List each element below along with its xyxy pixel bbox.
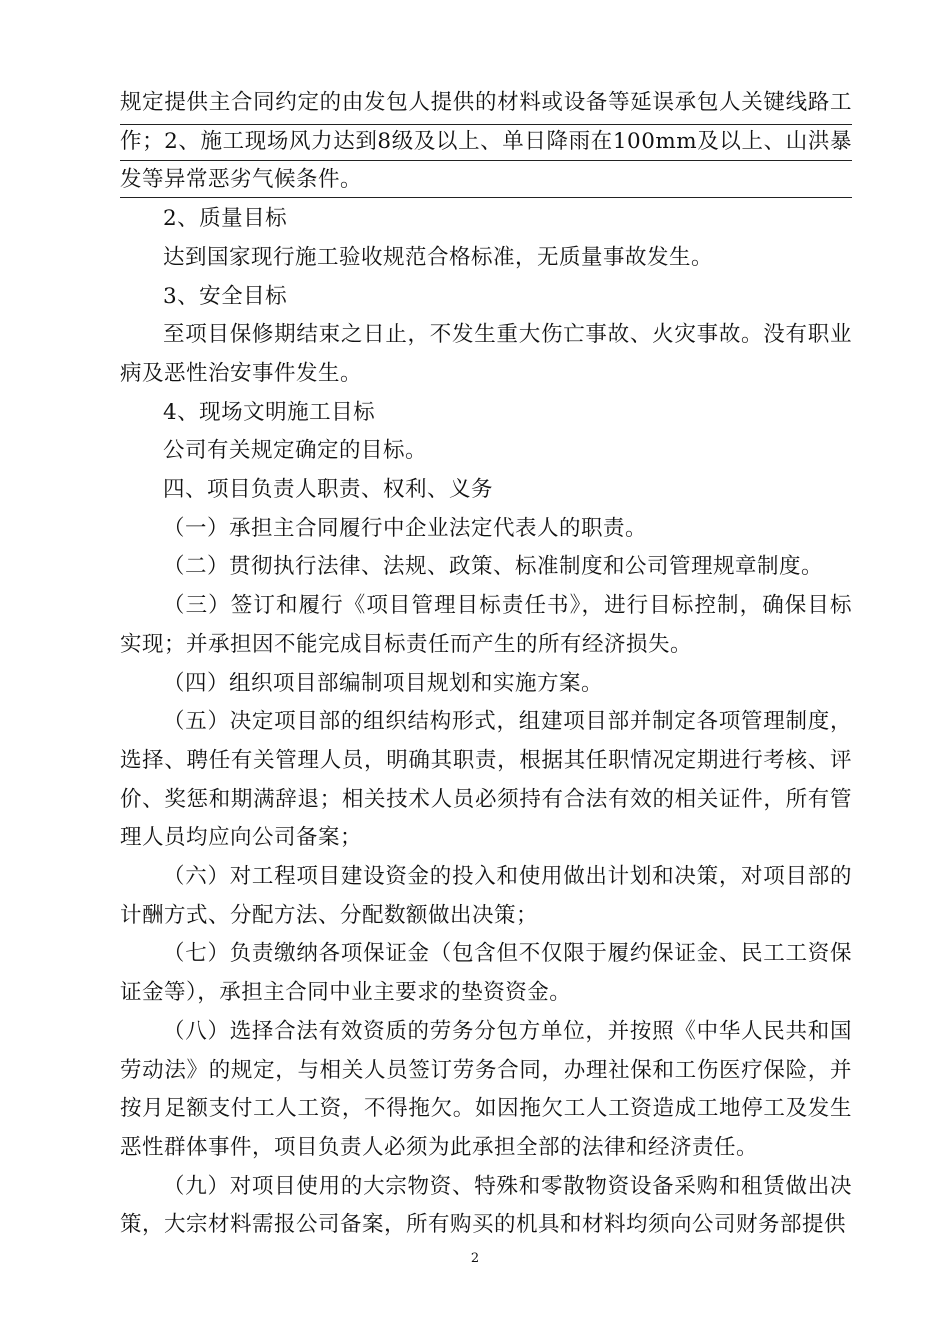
paragraph-continuation: 规定提供主合同约定的由发包人提供的材料或设备等延误承包人关键线路工作；2、施工现场风力达到8级及以上、单日降雨在100mm及以上、山洪暴发等异常恶劣气候条件。 xyxy=(120,90,852,193)
section-heading-responsibilities: 四、项目负责人职责、权利、义务 xyxy=(163,477,494,503)
list-item: （九）对项目使用的大宗物资、特殊和零散物资设备采购和租赁做出决策，大宗材料需报公司备案，所有购买的机具和材料均须向公司财务部提供 xyxy=(120,1173,852,1238)
list-item: （二）贯彻执行法律、法规、政策、标准制度和公司管理规章制度。 xyxy=(163,554,824,580)
list-item: （六）对工程项目建设资金的投入和使用做出计划和决策，对项目部的计酬方式、分配方法、分配数额做出决策； xyxy=(120,864,852,928)
paragraph: 达到国家现行施工验收规范合格标准，无质量事故发生。 xyxy=(163,244,714,270)
list-item: （五）决定项目部的组织结构形式，组建项目部并制定各项管理制度，选择、聘任有关管理人员，明确其职责，根据其任职情况定期进行考核、评价、奖惩和期满辞退；相关技术人员必须持有合法有效的相关证件，所有管理人员均应向公司备案； xyxy=(120,709,852,851)
list-item: （八）选择合法有效资质的劳务分包方单位，并按照《中华人民共和国劳动法》的规定，与相关人员签订劳务合同，办理社保和工伤医疗保险，并按月足额支付工人工资，不得拖欠。如因拖欠工人工资造成工地停工及发生恶性群体事件，项目负责人必须为此承担全部的法律和经济责任。 xyxy=(120,1018,852,1160)
heading-quality-target: 2、质量目标 xyxy=(163,206,288,232)
heading-civilized-construction-target: 4、现场文明施工目标 xyxy=(163,399,376,425)
page-number: 2 xyxy=(470,1251,480,1266)
paragraph: 至项目保修期结束之日止，不发生重大伤亡事故、火灾事故。没有职业病及恶性治安事件发生。 xyxy=(120,322,852,386)
paragraph: 公司有关规定确定的目标。 xyxy=(163,438,428,464)
list-item: （一）承担主合同履行中企业法定代表人的职责。 xyxy=(163,515,648,541)
list-item: （三）签订和履行《项目管理目标责任书》，进行目标控制，确保目标实现；并承担因不能完成目标责任而产生的所有经济损失。 xyxy=(120,593,852,657)
list-item: （四）组织项目部编制项目规划和实施方案。 xyxy=(163,670,604,696)
list-item: （七）负责缴纳各项保证金（包含但不仅限于履约保证金、民工工资保证金等），承担主合同中业主要求的垫资资金。 xyxy=(120,941,852,1006)
body-text xyxy=(120,84,852,1245)
heading-safety-target: 3、安全目标 xyxy=(163,283,288,309)
